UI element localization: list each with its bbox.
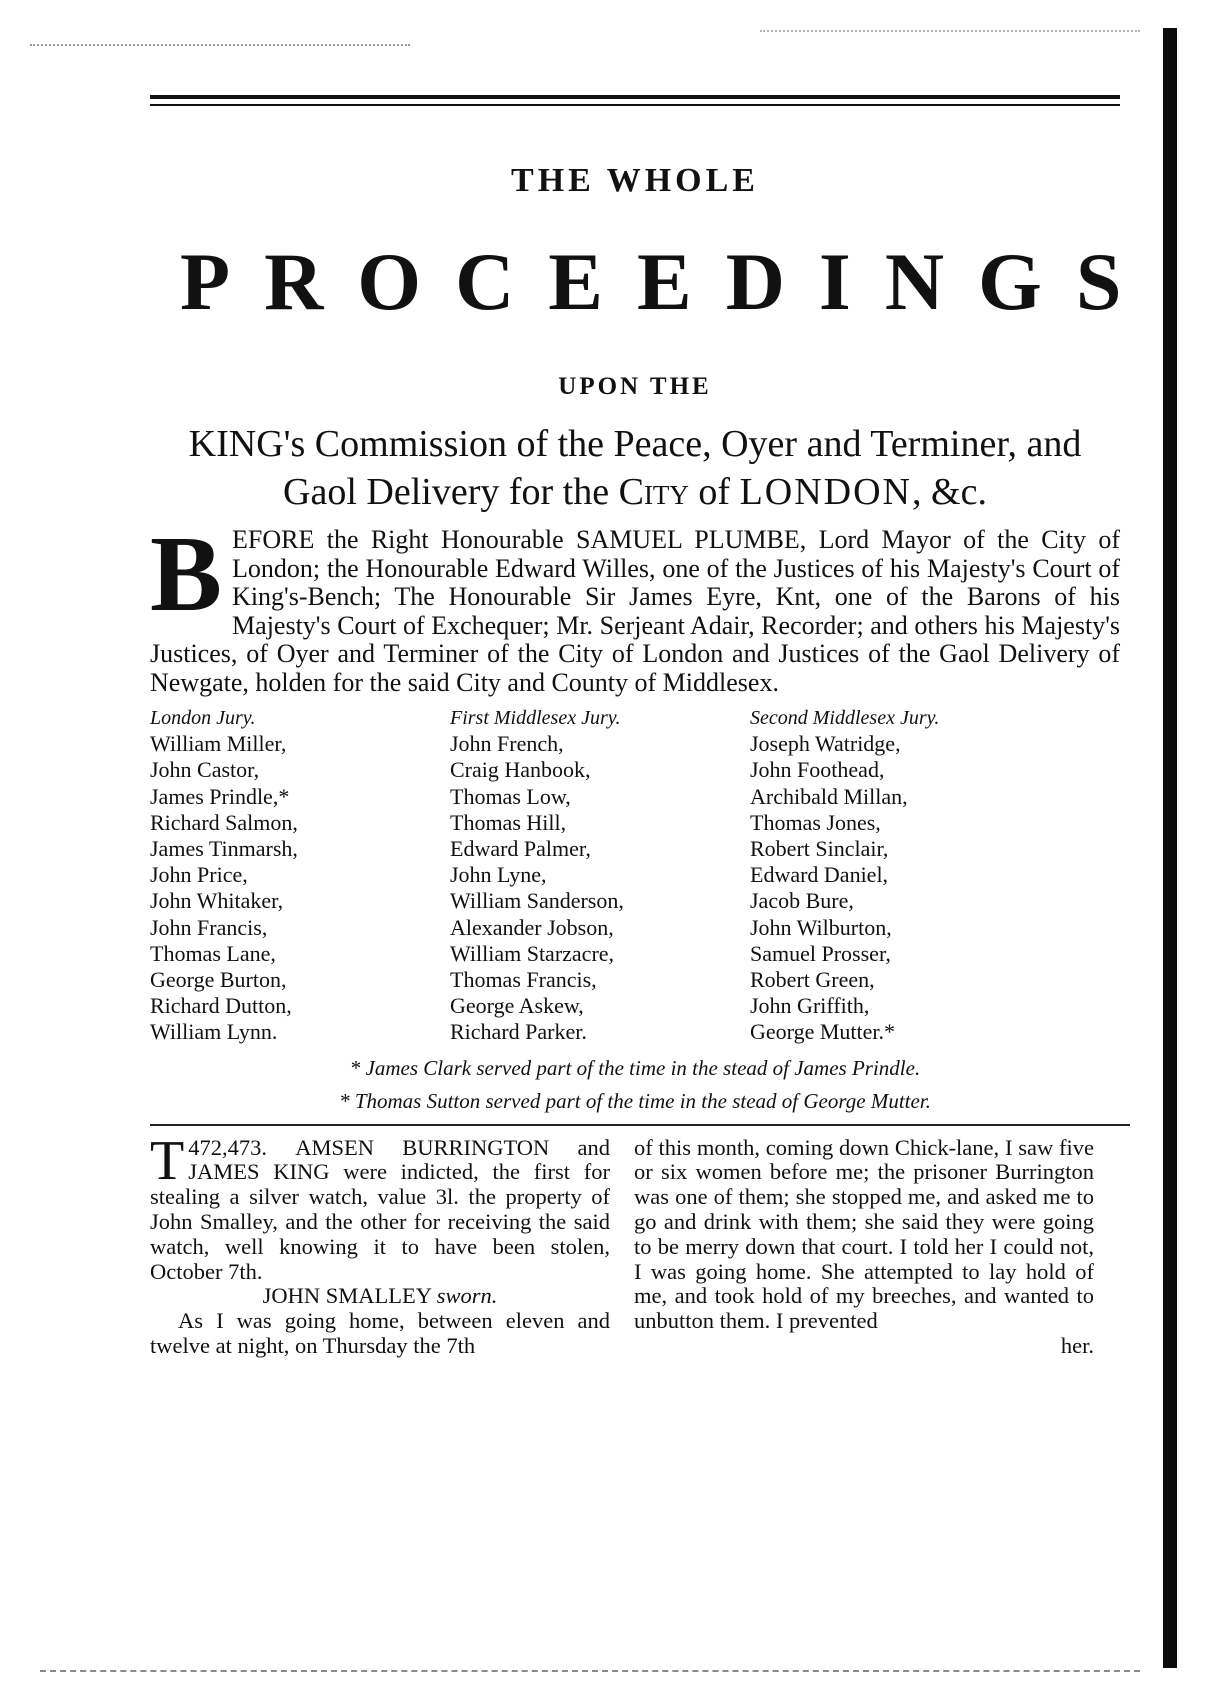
case-column-left (150, 1129, 611, 1359)
juror: Robert Sinclair, (750, 836, 889, 862)
juror: Thomas Francis, (450, 967, 597, 993)
case-indictment: AMSEN BURRINGTON and JAMES KING were indicted, the first for stealing a silver watch, value 3l. the property of John Smalley, and the other for receiving the said watch, well knowing it to have been stolen, October 7th. (150, 1134, 611, 1284)
title-commission-line1: KING's Commission of the Peace, Oyer and Terminer, and (188, 423, 1082, 465)
witness-name: JOHN SMALLEY (262, 1283, 432, 1309)
juror: John Lyne, (450, 862, 547, 888)
title-etc: , &c. (912, 471, 987, 513)
scan-noise-top-left (30, 44, 410, 48)
scan-noise-top-right (760, 30, 1140, 34)
testimony-right: of this month, coming down Chick-lane, I saw five or six women before me; the prisoner Burrington was one of them; she stopped me, and asked me to go and drink with them; she said they were going to be merry down that court. I told her I could not, I was going home. She attempted to lay hold of me, and took hold of my breeches, and wanted to unbutton them. I prevented (634, 1134, 1094, 1334)
juror: John Castor, (150, 757, 260, 783)
witness-sworn: sworn. (436, 1283, 498, 1309)
juror: Richard Salmon, (150, 809, 298, 835)
header-rule-thin (150, 104, 1120, 106)
juror: John Whitaker, (150, 888, 284, 914)
juror: James Tinmarsh, (150, 836, 298, 862)
testimony-end-word: her. (1060, 1333, 1094, 1359)
title-commission-line2 (150, 468, 1120, 516)
witness-heading (150, 1284, 610, 1309)
case-drop-cap: T (150, 1129, 185, 1192)
document-page (150, 95, 1156, 1359)
juror: William Starzacre, (450, 940, 615, 966)
note-prindle: * James Clark served part of the time in the stead of James Prindle. (349, 1055, 921, 1080)
jury-second-middlesex (750, 705, 1050, 1046)
jury-title: London Jury. (150, 707, 256, 729)
juror: Thomas Hill, (450, 809, 567, 835)
juror: John Wilburton, (750, 914, 892, 940)
intro-text: EFORE the Right Honourable SAMUEL PLUMBE, Lord Mayor of the City of London; the Honourable Edward Willes, one of the Justices of his Majesty's Court of King's-Bench; The Honourable Sir James Eyre, Knt, one of the Barons of his Majesty's Court of Exchequer; Mr. Serjeant Adair, Recorder; and others his Majesty's Justices, of Oyer and Terminer of the City of London and Justices of the Gaol Delivery of Newgate, holden for the said City and County of Middlesex. (150, 525, 1120, 697)
title-the-whole: THE WHOLE (511, 162, 759, 199)
case-body (150, 1129, 1120, 1359)
juror: William Sanderson, (450, 888, 624, 914)
header-rule-thick (150, 95, 1120, 99)
jury-first-middlesex (450, 705, 750, 1046)
juror: Edward Palmer, (450, 836, 591, 862)
title-of: of (688, 471, 740, 513)
juror: George Mutter.* (750, 1019, 896, 1045)
juror: John Francis, (150, 914, 268, 940)
juror: Craig Hanbook, (450, 757, 591, 783)
juror: John Foothead, (750, 757, 885, 783)
scan-noise-bottom (40, 1670, 1140, 1674)
title-city: City (618, 471, 689, 513)
juror: John Griffith, (750, 993, 870, 1019)
juror: Thomas Jones, (750, 809, 881, 835)
jury-lists (150, 705, 1120, 1046)
juror: John Price, (150, 862, 248, 888)
note-mutter: * Thomas Sutton served part of the time in the stead of George Mutter. (339, 1088, 931, 1113)
jury-notes (150, 1052, 1120, 1118)
juror: Robert Green, (750, 967, 875, 993)
juror: Thomas Low, (450, 783, 571, 809)
case-numbers: 472,473. (188, 1134, 267, 1160)
jury-title: First Middlesex Jury. (450, 707, 621, 729)
title-commission (150, 420, 1120, 516)
case-column-right (634, 1136, 1094, 1359)
juror: Thomas Lane, (150, 940, 276, 966)
juror: George Askew, (450, 993, 584, 1019)
juror: Richard Dutton, (150, 993, 292, 1019)
juror: Edward Daniel, (750, 862, 889, 888)
juror: William Miller, (150, 731, 287, 757)
scan-border-right (1163, 28, 1177, 1668)
section-rule (150, 1124, 1130, 1126)
juror: James Prindle,* (150, 783, 290, 809)
jury-london (150, 705, 450, 1046)
juror: John French, (450, 731, 564, 757)
testimony-left: As I was going home, between eleven and twelve at night, on Thursday the 7th (150, 1308, 610, 1359)
intro-paragraph (150, 515, 1120, 697)
juror: George Burton, (150, 967, 287, 993)
jury-title: Second Middlesex Jury. (750, 707, 940, 729)
intro-drop-cap: B (150, 515, 223, 634)
title-proceedings: PROCEEDINGS (180, 236, 1156, 327)
juror: Samuel Prosser, (750, 940, 891, 966)
title-gaol-delivery: Gaol Delivery for the (283, 471, 619, 513)
juror: Jacob Bure, (750, 888, 854, 914)
juror: William Lynn. (150, 1019, 278, 1045)
case-opening (150, 1129, 611, 1285)
juror: Archibald Millan, (750, 783, 908, 809)
title-london: LONDON (739, 471, 913, 513)
juror: Joseph Watridge, (750, 731, 901, 757)
title-upon-the: UPON THE (558, 373, 712, 400)
juror: Richard Parker. (450, 1019, 587, 1045)
juror: Alexander Jobson, (450, 914, 614, 940)
